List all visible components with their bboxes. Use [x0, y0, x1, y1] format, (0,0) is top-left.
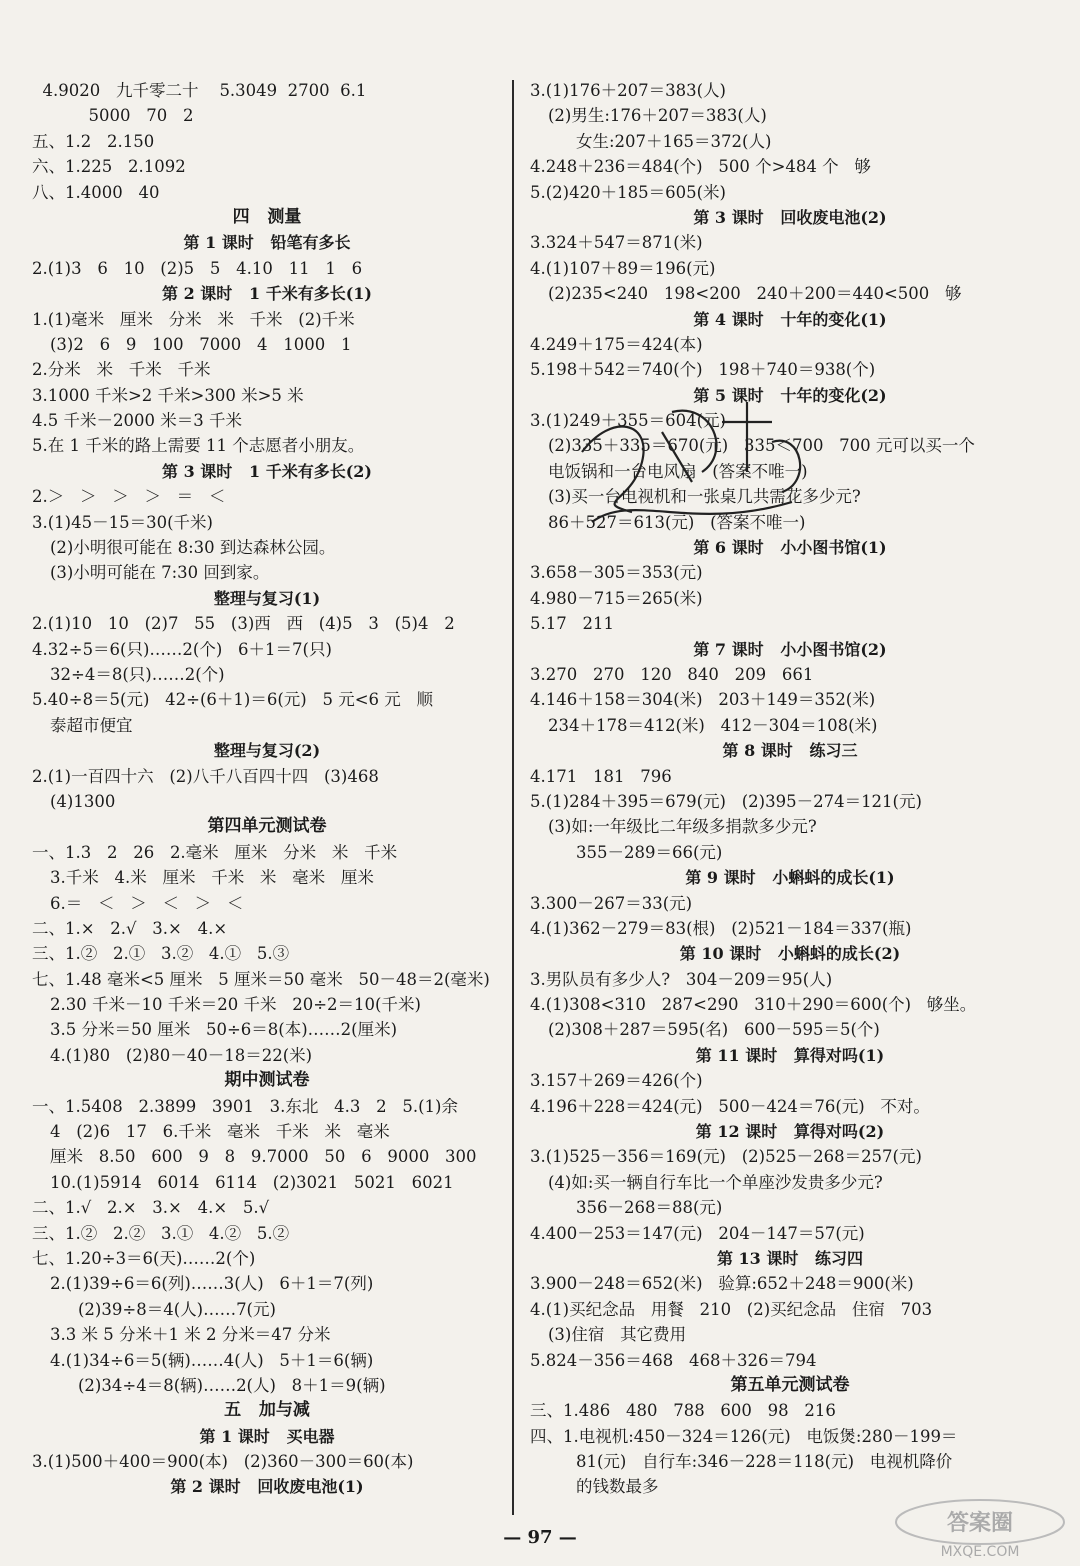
column-divider — [512, 80, 514, 1515]
left-line: 4.(1)34÷6＝5(辆)……4(人) 5＋1＝6(辆) — [50, 1350, 374, 1370]
right-line: 4.248＋236＝484(个) 500 个>484 个 够 — [530, 157, 871, 177]
left-line: 整理与复习(1) — [213, 588, 321, 608]
right-line: 4.400－253＝147(元) 204－147＝57(元) — [530, 1223, 865, 1243]
left-line: 3.(1)500＋400＝900(本) (2)360－300＝60(本) — [32, 1452, 414, 1472]
left-line: 三、1.② 2.② 3.① 4.② 5.② — [32, 1223, 290, 1243]
left-line: 第 1 课时 买电器 — [199, 1426, 335, 1446]
corner-logo-site: MXQE.COM — [940, 1544, 1020, 1560]
left-line: (2)34÷4＝8(辆)……2(人) 8＋1＝9(辆) — [78, 1375, 386, 1395]
right-line: 3.270 270 120 840 209 661 — [530, 664, 814, 684]
right-line: 第五单元测试卷 — [730, 1374, 850, 1395]
right-line: 4.196＋228＝424(元) 500－424＝76(元) 不对。 — [530, 1096, 930, 1116]
left-line: 二、1.× 2.√ 3.× 4.× — [32, 918, 228, 938]
right-line: 355－289＝66(元) — [576, 842, 723, 862]
right-column — [530, 78, 1050, 1500]
right-line: (4)如:买一辆自行车比一个单座沙发贵多少元? — [548, 1172, 883, 1192]
left-line: 六、1.225 2.1092 — [32, 157, 186, 177]
right-line: 第 5 课时 十年的变化(2) — [693, 385, 887, 405]
right-line: 第 4 课时 十年的变化(1) — [693, 309, 887, 329]
left-line: 八、1.4000 40 — [32, 182, 160, 202]
right-line: (2)男生:176＋207＝383(人) — [548, 106, 767, 126]
left-line: 一、1.5408 2.3899 3901 3.东北 4.3 2 5.(1)余 — [32, 1096, 458, 1116]
left-line: 5.在 1 千米的路上需要 11 个志愿者小朋友。 — [32, 436, 365, 456]
left-line: 5.40÷8＝5(元) 42÷(6＋1)＝6(元) 5 元<6 元 顺 — [32, 690, 434, 710]
right-line: 4.980－715＝265(米) — [530, 588, 703, 608]
left-line: 2.30 千米－10 千米＝20 千米 20÷2＝10(千米) — [50, 995, 421, 1015]
left-line: 二、1.√ 2.× 3.× 4.× 5.√ — [32, 1198, 270, 1218]
right-line: 第 9 课时 小蝌蚪的成长(1) — [685, 868, 895, 888]
left-line: 厘米 8.50 600 9 8 9.7000 50 6 9000 300 — [50, 1147, 477, 1167]
right-line: 三、1.486 480 788 600 98 216 — [530, 1401, 836, 1421]
right-line: 4.249＋175＝424(本) — [530, 334, 703, 354]
right-line: (3)住宿 其它费用 — [548, 1325, 687, 1345]
right-line: (3)买一台电视机和一张桌几共需花多少元? — [548, 487, 861, 507]
right-line: 第 3 课时 回收废电池(2) — [693, 207, 887, 227]
right-line: 3.324＋547＝871(米) — [530, 233, 703, 253]
right-line: 第 7 课时 小小图书馆(2) — [693, 639, 887, 659]
right-line: 3.男队员有多少人? 304－209＝95(人) — [530, 969, 833, 989]
right-line: 4.(1)107＋89＝196(元) — [530, 258, 716, 278]
right-line: 4.(1)308<310 287<290 310＋290＝600(个) 够坐。 — [530, 995, 977, 1015]
right-line: 3.900－248＝652(米) 验算:652＋248＝900(米) — [530, 1274, 914, 1294]
right-line: (2)235<240 198<200 240＋200＝440<500 够 — [548, 284, 962, 304]
left-line: 一、1.3 2 26 2.毫米 厘米 分米 米 千米 — [32, 842, 398, 862]
right-line: 3.658－305＝353(元) — [530, 563, 703, 583]
left-line: 2.(1)3 6 10 (2)5 5 4.10 11 1 6 — [32, 258, 363, 278]
left-line: 第 2 课时 1 千米有多长(1) — [162, 284, 372, 304]
right-line: 4.(1)362－279＝83(根) (2)521－184＝337(瓶) — [530, 918, 912, 938]
left-line: 第 1 课时 铅笔有多长 — [183, 233, 351, 253]
right-line: 3.(1)176＋207＝383(人) — [530, 81, 726, 100]
left-line: 3.5 分米＝50 厘米 50÷6＝8(本)……2(厘米) — [50, 1020, 398, 1040]
right-line: 电饭锅和一台电风扇 (答案不唯一) — [548, 461, 808, 481]
right-line: 女生:207＋165＝372(人) — [576, 131, 772, 151]
right-line: (3)如:一年级比二年级多捐款多少元? — [548, 817, 817, 837]
page-number: — 97 — — [503, 1527, 577, 1548]
left-line: (3)小明可能在 7:30 回到家。 — [50, 563, 270, 583]
left-line: 10.(1)5914 6014 6114 (2)3021 5021 6021 — [50, 1172, 454, 1192]
left-line: 期中测试卷 — [224, 1070, 310, 1091]
right-line: 第 12 课时 算得对吗(2) — [695, 1122, 885, 1142]
left-line: 32÷4＝8(只)……2(个) — [50, 664, 225, 684]
left-line: 2.(1)10 10 (2)7 55 (3)西 西 (4)5 3 (5)4 2 — [32, 614, 455, 634]
right-line: 5.17 211 — [530, 614, 614, 634]
left-line: 4.(1)80 (2)80－40－18＝22(米) — [50, 1045, 313, 1065]
left-line: 2.分米 米 千米 千米 — [32, 360, 211, 380]
left-line: (2)小明很可能在 8:30 到达森林公园。 — [50, 538, 336, 558]
left-column — [32, 78, 502, 1500]
left-line: 3.3 米 5 分米＋1 米 2 分米＝47 分米 — [50, 1325, 331, 1345]
right-line: 第 8 课时 练习三 — [722, 741, 858, 761]
right-line: 356－268＝88(元) — [576, 1198, 723, 1218]
right-line: 第 11 课时 算得对吗(1) — [695, 1045, 885, 1065]
left-line: 5000 70 2 — [78, 106, 194, 126]
left-line: (4)1300 — [50, 791, 116, 811]
left-line: 第四单元测试卷 — [207, 816, 327, 837]
right-line: 3.157＋269＝426(个) — [530, 1071, 703, 1091]
left-line: 七、1.20÷3＝6(天)……2(个) — [32, 1248, 256, 1268]
right-line: (2)335＋335＝670(元) 335＜700 700 元可以买一个 — [548, 436, 975, 456]
left-line: 五、1.2 2.150 — [32, 131, 155, 151]
left-line: 整理与复习(2) — [213, 741, 321, 761]
left-line: 七、1.48 毫米<5 厘米 5 厘米＝50 毫米 50－48＝2(毫米) — [32, 969, 490, 989]
right-line: (2)308＋287＝595(名) 600－595＝5(个) — [548, 1020, 880, 1040]
right-line: 第 10 课时 小蝌蚪的成长(2) — [679, 944, 901, 964]
corner-logo — [890, 1496, 1070, 1560]
left-line: 第 3 课时 1 千米有多长(2) — [162, 461, 372, 481]
right-line: 81(元) 自行车:346－228＝118(元) 电视机降价 — [576, 1452, 953, 1472]
right-line: 四、1.电视机:450－324＝126(元) 电饭煲:280－199＝ — [530, 1426, 958, 1446]
right-line: 3.(1)525－356＝169(元) (2)525－268＝257(元) — [530, 1147, 922, 1167]
left-line: 3.千米 4.米 厘米 千米 米 毫米 厘米 — [50, 868, 374, 888]
corner-logo-brand: 答案圈 — [946, 1511, 1014, 1536]
left-line: 四 测量 — [232, 206, 302, 227]
right-line: 5.(1)284＋395＝679(元) (2)395－274＝121(元) — [530, 791, 922, 811]
left-line: 2.＞ ＞ ＞ ＞ ＝ ＜ — [32, 487, 226, 507]
left-line: 6.＝ ＜ ＞ ＜ ＞ ＜ — [50, 893, 244, 913]
right-line: 4.(1)买纪念品 用餐 210 (2)买纪念品 住宿 703 — [530, 1299, 933, 1319]
right-line: 5.198＋542＝740(个) 198＋740＝938(个) — [530, 360, 876, 380]
left-line: 3.1000 千米>2 千米>300 米>5 米 — [32, 385, 304, 405]
left-line: 1.(1)毫米 厘米 分米 米 千米 (2)千米 — [32, 309, 355, 329]
left-line: 三、1.② 2.① 3.② 4.① 5.③ — [32, 944, 290, 964]
right-line: 3.300－267＝33(元) — [530, 893, 693, 913]
right-line: 234＋178＝412(米) 412－304＝108(米) — [548, 715, 878, 735]
left-line: 4 (2)6 17 6.千米 毫米 千米 米 毫米 — [50, 1122, 390, 1142]
left-line: 2.(1)39÷6＝6(列)……3(人) 6＋1＝7(列) — [50, 1274, 374, 1294]
right-line: 第 13 课时 练习四 — [716, 1248, 864, 1268]
right-line: 3.(1)249＋355＝604(元) — [530, 411, 726, 431]
left-line: 4.32÷5＝6(只)……2(个) 6＋1＝7(只) — [32, 639, 332, 659]
left-line: 第 2 课时 回收废电池(1) — [170, 1477, 364, 1497]
right-line: 86＋527＝613(元) (答案不唯一) — [548, 512, 806, 532]
right-line: 4.146＋158＝304(米) 203＋149＝352(米) — [530, 690, 876, 710]
right-line: 5.(2)420＋185＝605(米) — [530, 182, 726, 202]
left-line: 4.5 千米－2000 米＝3 千米 — [32, 411, 242, 431]
right-line: 5.824－356＝468 468＋326＝794 — [530, 1350, 817, 1370]
left-line: 2.(1)一百四十六 (2)八千八百四十四 (3)468 — [32, 766, 379, 786]
right-line: 的钱数最多 — [576, 1477, 659, 1497]
left-line: 4.9020 九千零二十 5.3049 2700 6.1 — [32, 81, 367, 100]
left-line: (3)2 6 9 100 7000 4 1000 1 — [50, 334, 352, 354]
left-line: 泰超市便宜 — [50, 715, 133, 735]
left-line: 3.(1)45－15＝30(千米) — [32, 512, 213, 532]
left-line: (2)39÷8＝4(人)……7(元) — [78, 1299, 276, 1319]
right-line: 4.171 181 796 — [530, 766, 672, 786]
left-line: 五 加与减 — [224, 1400, 310, 1421]
right-line: 第 6 课时 小小图书馆(1) — [693, 538, 887, 558]
